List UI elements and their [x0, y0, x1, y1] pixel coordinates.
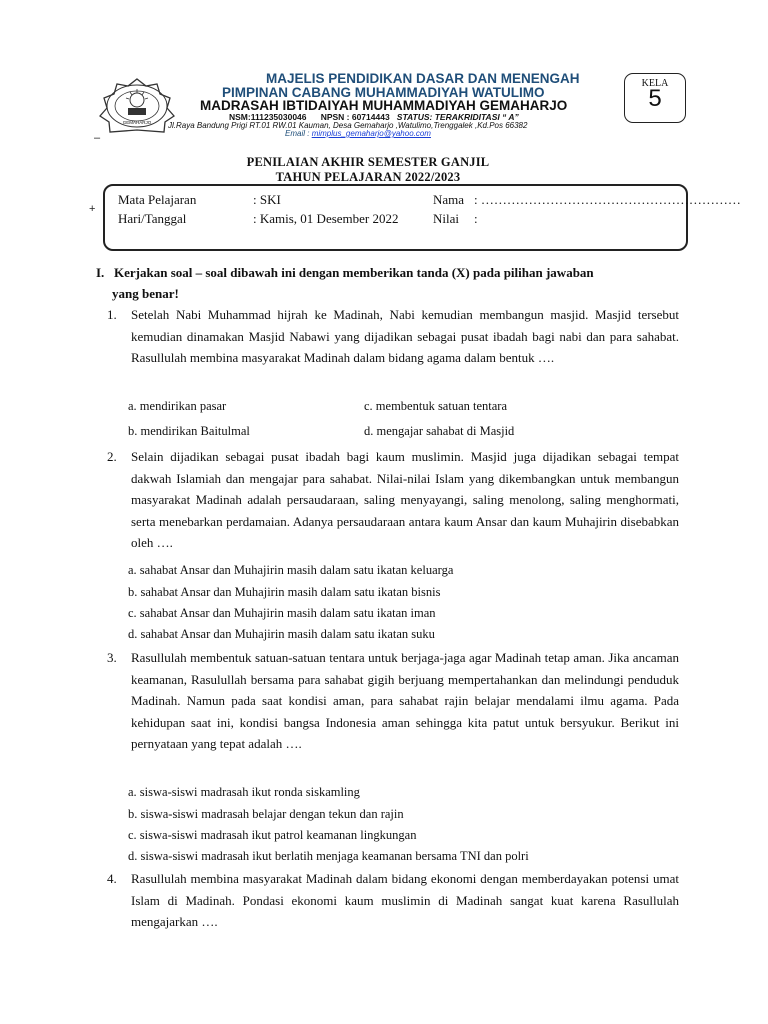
option-1c[interactable]: c. membentuk satuan tentara	[364, 399, 507, 413]
nsm-text: NSM:111235030046	[229, 112, 307, 122]
option-2c[interactable]: c. sahabat Ansar dan Muhajirin masih dalam satu ikatan iman	[128, 606, 436, 620]
question-text: Rasullulah membentuk satuan-satuan tentara untuk berjaga-jaga agar Madinah tetap aman. Jika ancaman keamanan, Rasulullah bersama para sahabat gigih berjuang mempertahankan dan melindungi penduduk Madinah. Namun pada saat kondisi aman, para sahabat rajin belajar mendalami ilmu agama. Pada kehidupan saat ini, kondisi bangsa Indonesia aman sehingga kita patut untuk bersyukur. Berikut ini pernyataan yang tepat adalah ….	[131, 650, 679, 752]
header-address: Jl.Raya Bandung Prigi RT.01 RW.01 Kauman, Desa Gemaharjo ,Watulimo,Trenggalek ,Kd.Pos 66382	[168, 121, 528, 130]
nama-field[interactable]: : ……………………………………………………	[474, 192, 741, 207]
exam-title: PENILAIAN AKHIR SEMESTER GANJIL	[246, 155, 490, 169]
hari-value: : Kamis, 01 Desember 2022	[253, 211, 399, 226]
nama-label: Nama	[433, 192, 465, 207]
option-2d[interactable]: d. sahabat Ansar dan Muhajirin masih dalam satu ikatan suku	[128, 627, 435, 641]
mapel-value: : SKI	[253, 192, 281, 207]
instruction-line-1: Kerjakan soal – soal dibawah ini dengan memberikan tanda (X) pada pilihan jawaban	[114, 265, 594, 280]
header-line-pimpinan: PIMPINAN CABANG MUHAMMADIYAH WATULIMO	[222, 85, 545, 100]
header-line-madrasah: MADRASAH IBTIDAIYAH MUHAMMADIYAH GEMAHARJO	[200, 98, 568, 113]
question-number: 4.	[107, 871, 117, 886]
question-number: 3.	[107, 650, 117, 665]
nilai-label: Nilai	[433, 211, 459, 226]
email-link[interactable]: mimplus_gemaharjo@yahoo.com	[311, 129, 431, 138]
option-3a[interactable]: a. siswa-siswi madrasah ikut ronda siskamling	[128, 785, 360, 799]
header-email	[285, 129, 431, 138]
option-1d[interactable]: d. mengajar sahabat di Masjid	[364, 424, 515, 438]
question-text: Rasullulah membina masyarakat Madinah dalam bidang ekonomi dengan memberdayakan potensi umat Islam di Madinah. Pondasi ekonomi kaum muslimin di Madinah sangat kuat karena Rasullulah mengajarkan ….	[131, 871, 679, 930]
question-2	[107, 446, 679, 554]
question-number: 2.	[107, 449, 117, 464]
mapel-label: Mata Pelajaran	[118, 192, 197, 207]
instruction-line-2: yang benar!	[112, 286, 179, 301]
option-3b[interactable]: b. siswa-siswi madrasah belajar dengan tekun dan rajin	[128, 807, 404, 821]
question-text: Selain dijadikan sebagai pusat ibadah bagi kaum muslimin. Masjid juga dijadikan sebagai tempat dakwah Islamiah dan mengajar para sahabat. Nilai-nilai Islam yang dikembangkan untuk membangun masyarakat Madinah adalah persaudaraan, saling menyayangi, saling menolong, saling menghormati, serta menebarkan perdamaian. Adanya persaudaraan antara kaum Ansar dan kaum Muhajirin disebabkan oleh ….	[131, 449, 679, 551]
option-2a[interactable]: a. sahabat Ansar dan Muhajirin masih dalam satu ikatan keluarga	[128, 563, 454, 577]
status-text: STATUS: TERAKRIDITASI “ A”	[396, 112, 519, 122]
kelas-box	[624, 73, 686, 123]
kelas-number: 5	[648, 85, 662, 112]
option-3c[interactable]: c. siswa-siswi madrasah ikut patrol keamanan lingkungan	[128, 828, 417, 842]
kelas-label: KELA	[641, 78, 669, 89]
option-1b[interactable]: b. mendirikan Baitulmal	[128, 424, 250, 438]
section-instruction	[96, 262, 686, 304]
question-number: 1.	[107, 307, 117, 322]
header-line-majelis: MAJELIS PENDIDIKAN DASAR DAN MENENGAH	[266, 71, 580, 86]
hari-label: Hari/Tanggal	[118, 211, 187, 226]
option-3d[interactable]: d. siswa-siswi madrasah ikut berlatih menjaga keamanan bersama TNI dan polri	[128, 849, 529, 863]
nilai-field[interactable]: :	[474, 211, 478, 226]
section-number: I.	[96, 265, 105, 280]
option-1a[interactable]: a. mendirikan pasar	[128, 399, 227, 413]
logo-text: GEMAHARJO	[122, 120, 152, 125]
question-4	[107, 868, 679, 933]
dash-mark: –	[94, 132, 101, 144]
academic-year: TAHUN PELAJARAN 2022/2023	[275, 170, 461, 184]
plus-mark: +	[89, 203, 96, 215]
question-1	[107, 304, 679, 369]
question-3	[107, 647, 679, 755]
question-text: Setelah Nabi Muhammad hijrah ke Madinah, Nabi kemudian membangun masjid. Masjid tersebut kemudian dinamakan Masjid Nabawi yang dijadikan sebagai pusat ibadah bagi nabi dan para sahabat. Rasullulah membina masyarakat Madinah dalam bidang agama dalam bentuk ….	[131, 307, 679, 366]
npsn-text: NPSN : 60714443	[320, 112, 390, 122]
email-label: Email :	[285, 129, 310, 138]
option-2b[interactable]: b. sahabat Ansar dan Muhajirin masih dalam satu ikatan bisnis	[128, 585, 441, 599]
